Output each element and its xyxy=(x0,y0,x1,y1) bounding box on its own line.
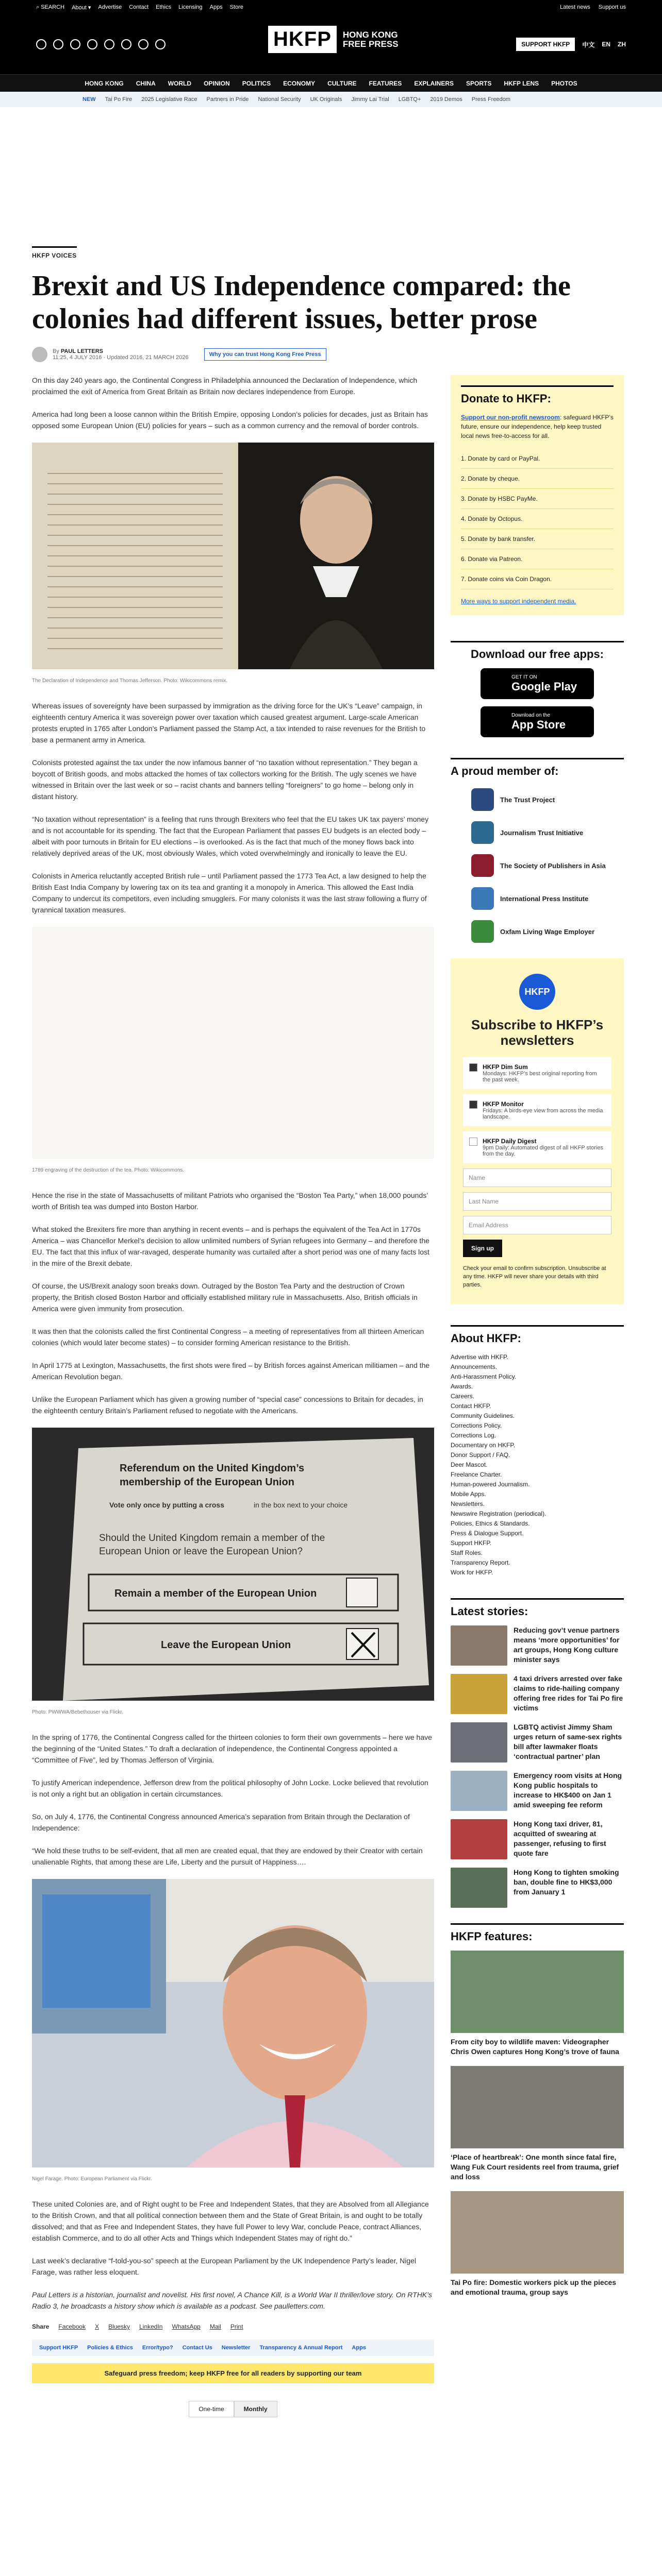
article-footer-links xyxy=(32,2340,434,2356)
donate-options xyxy=(461,449,614,589)
site-header xyxy=(0,14,662,74)
paragraph: What stoked the Brexiters fire more than anything in recent events – and is perhaps the equivalent of the Tea Act in 1770s America – was Chancellor Merkel’s decision to allow unlimited numbers of Syrian refugees into Germany – and therefore the EU. The fact that this influx of war-ravaged, desperate humanity was curtailed after a short period was one of many facts lost in the mire of the Brexit debate. xyxy=(32,1225,429,1267)
share-print[interactable]: Print xyxy=(230,2323,243,2330)
donate-intro: Support our non-profit newsroom: safeguard HKFP’s future, ensure our independence, help keep trusted local news free-to-access for all. xyxy=(461,414,614,439)
article-kicker[interactable]: HKFP VOICES xyxy=(32,246,77,259)
member-logo[interactable]: The Society of Publishers in Asia xyxy=(471,854,624,877)
declaration-jefferson-image xyxy=(32,443,434,672)
trending-link[interactable]: National Security xyxy=(258,96,301,103)
paragraph: On this day 240 years ago, the Continental Congress in Philadelphia announced the Declaration of Independence, which proclaimed the exit of America from Great Britain as Britain now declares independence from Europe. xyxy=(32,376,418,396)
site-logo[interactable]: HKFP HONG KONG FREE PRESS xyxy=(268,26,399,53)
ballot-paper-image xyxy=(32,1428,434,1704)
lang-link[interactable]: 中文 xyxy=(582,41,595,48)
trending-bar xyxy=(0,92,662,107)
footer-link[interactable]: Newsletter xyxy=(221,2345,251,2351)
author-avatar xyxy=(32,347,47,362)
paragraph: These united Colonies are, and of Right ought to be Free and Independent States, that they are Absolved from all Allegiance to the British Crown, and that all political connection between them and the State of Great Britain, is and ought to be totally dissolved; and that as Free and Independent States, they have full Power to levy War, conclude Peace, contract Alliances, establish Commerce, and to do all other Acts and Things which Independent States may of right do.” xyxy=(32,2200,429,2242)
ipi-icon xyxy=(471,887,494,910)
paragraph: In April 1775 at Lexington, Massachusetts, the first shots were fired – by British forces against American militiamen – and the American Revolution began. xyxy=(32,1361,430,1381)
lang-link[interactable]: ZH xyxy=(618,41,626,48)
donate-option[interactable]: 3. Donate by HSBC PayMe. xyxy=(461,489,614,509)
trending-new-label: NEW xyxy=(82,96,96,103)
svg-text:Remain a member of the Europea: Remain a member of the European Union xyxy=(114,1588,317,1599)
about-link[interactable]: Deer Mascot. xyxy=(451,1461,488,1468)
sidebar xyxy=(451,375,624,2307)
trending-link[interactable]: Press Freedom xyxy=(471,96,510,103)
share-whatsapp[interactable]: WhatsApp xyxy=(172,2323,201,2330)
paragraph: Colonists in America reluctantly accepted British rule – until Parliament passed the 1773 Tea Act, a law designed to help the British East India Company by lowering tax on its tea and granting it a monopoly in America. This allowed the East India Company to undercut its competitors, even including smugglers. For many colonists it was the last straw following a flurry of tyrannical taxation measures. xyxy=(32,872,427,914)
about-link[interactable]: Press & Dialogue Support. xyxy=(451,1530,524,1537)
paragraph: “We hold these truths to be self-evident, that all men are created equal, that they are endowed by their Creator with certain unalienable Rights, that among these are Life, Liberty and the pursuit of Happiness…. xyxy=(32,1846,423,1866)
share-linkedin[interactable]: LinkedIn xyxy=(139,2323,163,2330)
about-section xyxy=(451,1325,624,1578)
about-link[interactable]: Announcements. xyxy=(451,1363,498,1370)
donate-option[interactable]: 7. Donate coins via Coin Dragon. xyxy=(461,569,614,589)
about-link[interactable]: Support HKFP. xyxy=(451,1539,492,1547)
member-logo[interactable]: Journalism Trust Initiative xyxy=(471,821,624,844)
nav-item[interactable]: FEATURES xyxy=(369,79,402,87)
more-ways-link[interactable]: More ways to support independent media. xyxy=(461,598,576,605)
donate-option[interactable]: 2. Donate by cheque. xyxy=(461,469,614,489)
newsletter-logo: HKFP xyxy=(519,974,555,1010)
nav-item[interactable]: SPORTS xyxy=(466,79,492,87)
story-item[interactable]: LGBTQ activist Jimmy Sham urges return of same-sex rights bill after lawmaker floats ‘contractual partner’ plan xyxy=(451,1722,624,1762)
footer-link[interactable]: Contact Us xyxy=(182,2345,212,2351)
social-links xyxy=(36,39,166,49)
support-hkfp-button[interactable]: SUPPORT HKFP xyxy=(516,38,575,51)
story-item[interactable]: Reducing gov’t venue partners means ‘more opportunities’ for art groups, Hong Kong culture minister says xyxy=(451,1625,624,1666)
svg-text:in the box next to your choice: in the box next to your choice xyxy=(254,1501,348,1509)
trust-project-icon xyxy=(471,788,494,811)
trending-link[interactable]: Jimmy Lai Trial xyxy=(351,96,389,103)
trending-link[interactable]: Tai Po Fire xyxy=(105,96,133,103)
share-facebook[interactable]: Facebook xyxy=(58,2323,86,2330)
main-nav xyxy=(0,74,662,92)
svg-text:Vote only once by putting a cr: Vote only once by putting a cross xyxy=(109,1501,224,1509)
instagram-icon[interactable] xyxy=(70,39,80,49)
jti-icon xyxy=(471,821,494,844)
newsletter-option[interactable]: HKFP Dim Sum Mondays: HKFP’s best original reporting from the past week. xyxy=(463,1057,611,1089)
donation-frequency-tabs xyxy=(32,2401,434,2417)
nav-item[interactable]: CHINA xyxy=(136,79,156,87)
nav-item[interactable]: PHOTOS xyxy=(551,79,577,87)
about-link[interactable]: Corrections Log. xyxy=(451,1432,496,1439)
story-item[interactable]: Emergency room visits at Hong Kong public hospitals to increase to HK$400 on Jan 1 amid sweeping fee reform xyxy=(451,1771,624,1811)
newsletter-box xyxy=(451,958,624,1304)
about-link[interactable]: Human-powered Journalism. xyxy=(451,1481,530,1488)
x-icon[interactable] xyxy=(53,39,63,49)
footer-link[interactable]: Error/typo? xyxy=(142,2345,173,2351)
donate-option[interactable]: 4. Donate by Octopus. xyxy=(461,509,614,529)
image-caption: 1789 engraving of the destruction of the tea. Photo: Wikicommons. xyxy=(32,1167,185,1173)
footer-link[interactable]: Apps xyxy=(352,2345,366,2351)
members-title: A proud member of: xyxy=(451,758,624,778)
about-link[interactable]: Awards. xyxy=(451,1383,473,1390)
paragraph: America had long been a loose cannon within the British Empire, opposing London’s policies for decades, just as Britain has opposed some European Union (EU) policies for years – such as a common currency and the removal of border controls. xyxy=(32,410,428,430)
article-title: Brexit and US Independence compared: the colonies had different issues, better prose xyxy=(32,270,571,335)
topbar-link[interactable]: Contact xyxy=(129,4,149,10)
paragraph: “No taxation without representation” is a feeling that runs through Brexiters who feel that the EU takes UK tax payers’ money and is not accountable for its spending. The fact that the European Parliament that passes EU budgets is an elected body – albeit with poor turnouts in Britain for EU elections – is overlooked. As is the fact that much of the money flows back into relatively deprived areas of the UK, most obviously Wales, which voted overwhelmingly and ironically to leave the EU. xyxy=(32,815,429,857)
paragraph: Unlike the European Parliament which has given a growing number of “special case” concessions to Britain for decades, in the eighteenth century Britain’s Parliament refused to negotiate with the Americans. xyxy=(32,1395,423,1415)
last-name-input[interactable]: Last Name xyxy=(463,1192,611,1211)
feature-image xyxy=(451,2066,624,2148)
share-x[interactable]: X xyxy=(95,2323,100,2330)
share-bar xyxy=(32,2323,434,2330)
facebook-icon[interactable] xyxy=(36,39,46,49)
paragraph: Hence the rise in the state of Massachusetts of militant Patriots who organised the “Boston Tea Party,” when 18,000 pounds’ worth of British tea was dumped into Boston Harbor. xyxy=(32,1191,428,1211)
apps-title: Download our free apps: xyxy=(451,641,624,661)
checkbox[interactable] xyxy=(469,1063,477,1072)
trending-link[interactable]: Partners in Pride xyxy=(206,96,249,103)
story-thumbnail xyxy=(451,1625,507,1666)
name-input[interactable]: Name xyxy=(463,1168,611,1187)
article-dates: 11:25, 4 JULY 2016 · Updated 2016, 21 MARCH 2026 xyxy=(53,354,189,361)
feature-image xyxy=(451,1951,624,2033)
story-thumbnail xyxy=(451,1819,507,1859)
newsletter-title: Subscribe to HKFP’s newsletters xyxy=(471,1017,604,1048)
about-link[interactable]: Careers. xyxy=(451,1393,475,1400)
image-caption: Nigel Farage. Photo: European Parliament via Flickr. xyxy=(32,2176,152,2182)
about-title: About HKFP: xyxy=(451,1325,624,1345)
member-logo[interactable]: Oxfam Living Wage Employer xyxy=(471,920,624,943)
story-thumbnail xyxy=(451,1868,507,1908)
story-item[interactable]: 4 taxi drivers arrested over fake claims to ride-hailing company offering free rides for Tai Po fire victims xyxy=(451,1674,624,1714)
nav-item[interactable]: ECONOMY xyxy=(283,79,316,87)
about-link[interactable]: Documentary on HKFP. xyxy=(451,1442,516,1449)
svg-text:Referendum on the United Kingd: Referendum on the United Kingdom’s xyxy=(120,1463,305,1474)
sopa-icon xyxy=(471,854,494,877)
nav-item[interactable]: EXPLAINERS xyxy=(414,79,454,87)
telegram-icon[interactable] xyxy=(138,39,148,49)
member-logo[interactable]: The Trust Project xyxy=(471,788,624,811)
story-thumbnail xyxy=(451,1771,507,1811)
story-item[interactable]: Hong Kong taxi driver, 81, acquitted of swearing at passenger, refusing to first quote fare xyxy=(451,1819,624,1859)
paragraph: So, on July 4, 1776, the Continental Congress announced America’s separation from Britain through the Declaration of Independence: xyxy=(32,1812,410,1832)
nav-item[interactable]: HONG KONG xyxy=(85,79,124,87)
about-link[interactable]: Contact HKFP. xyxy=(451,1402,491,1410)
topbar-link[interactable]: Ethics xyxy=(156,4,172,10)
paragraph: Last week’s declarative “f-told-you-so” speech at the European Parliament by the UK Independence Party’s leader, Nigel Farage, was rather less eloquent. xyxy=(32,2257,417,2276)
feature-item[interactable]: From city boy to wildlife maven: Videographer Chris Owen captures Hong Kong’s trove of fauna xyxy=(451,1951,624,2057)
latest-stories xyxy=(451,1598,624,1908)
google-play-button[interactable]: GET IT ON Google Play xyxy=(481,668,594,699)
trending-link[interactable]: 2019 Demos xyxy=(430,96,462,103)
threads-icon[interactable] xyxy=(87,39,97,49)
features-section xyxy=(451,1923,624,2297)
share-label: Share xyxy=(32,2323,49,2330)
topbar-link[interactable]: Store xyxy=(229,4,243,10)
paragraph: In the spring of 1776, the Continental Congress called for the thirteen colonies to form their own governments – here we have the beginning of the “United States.” To draft a declaration of independence, the Continental Congress appointed a “Committee of Five”, led by Thomas Jefferson of Virginia. xyxy=(32,1733,432,1764)
about-link[interactable]: Work for HKFP. xyxy=(451,1569,493,1576)
newsletter-option[interactable]: HKFP Monitor Fridays: A birds-eye view from across the media landscape. xyxy=(463,1094,611,1126)
topbar-link[interactable]: Advertise xyxy=(98,4,122,10)
donate-option[interactable]: 6. Donate via Patreon. xyxy=(461,549,614,569)
nav-item[interactable]: CULTURE xyxy=(327,79,357,87)
about-link[interactable]: Donor Support / FAQ. xyxy=(451,1451,510,1459)
feature-image xyxy=(451,2191,624,2274)
members-section xyxy=(451,758,624,943)
share-mail[interactable]: Mail xyxy=(209,2323,221,2330)
paragraph: Colonists protested against the tax under the now infamous banner of “no taxation without representation.” They began a boycott of British goods, and mobs attacked the homes of tax collectors working for the British. The ugly scenes we have witnessed in Britain over the last week or so – racist chants and banners telling “foreigners” to go home – belong only in distant history. xyxy=(32,758,418,801)
newsletter-option[interactable]: HKFP Daily Digest 9pm Daily: Automated digest of all HKFP stories from the day. xyxy=(463,1131,611,1163)
paragraph: It was then that the colonists called the first Continental Congress – a meeting of representatives from all thirteen American colonies (which would later become states) – to consider forming American resistance to the British. xyxy=(32,1327,424,1347)
feature-item[interactable]: ‘Place of heartbreak’: One month since fatal fire, Wang Fuk Court residents reel from trauma, grief and loss xyxy=(451,2066,624,2182)
donate-option[interactable]: 1. Donate by card or PayPal. xyxy=(461,449,614,469)
footer-link[interactable]: Policies & Ethics xyxy=(87,2345,133,2351)
story-thumbnail xyxy=(451,1722,507,1762)
author-name[interactable]: PAUL LETTERS xyxy=(60,348,104,354)
paragraph: To justify American independence, Jefferson drew from the political philosophy of John Locke. Locke believed that revolution is not only a right but an obligation in certain circumstances. xyxy=(32,1778,428,1798)
tab-one-time[interactable]: One-time xyxy=(189,2401,234,2417)
donate-title: Donate to HKFP: xyxy=(461,385,614,405)
image-caption: Photo: PWWWA/Bebethouser via Flickr. xyxy=(32,1709,123,1715)
svg-text:European Union or leave the Eu: European Union or leave the European Union? xyxy=(99,1546,303,1557)
about-link[interactable]: Mobile Apps. xyxy=(451,1490,486,1498)
story-item[interactable]: Hong Kong to tighten smoking ban, double fine to HK$3,000 from January 1 xyxy=(451,1868,624,1908)
farage-photo xyxy=(32,1879,434,2171)
about-link[interactable]: Transparency Report. xyxy=(451,1559,510,1566)
checkbox[interactable] xyxy=(469,1138,477,1146)
donate-box xyxy=(451,375,624,615)
topbar-right-link[interactable]: Latest news xyxy=(560,4,590,10)
app-store-button[interactable]: Download on the App Store xyxy=(481,706,594,737)
story-thumbnail xyxy=(451,1674,507,1714)
checkbox[interactable] xyxy=(469,1100,477,1109)
tab-monthly[interactable]: Monthly xyxy=(234,2401,277,2417)
nav-item[interactable]: POLITICS xyxy=(242,79,271,87)
features-title: HKFP features: xyxy=(451,1923,624,1943)
donate-option[interactable]: 5. Donate by bank transfer. xyxy=(461,529,614,549)
svg-text:Should the United Kingdom rema: Should the United Kingdom remain a member of the xyxy=(99,1533,325,1544)
newsletter-fineprint: Check your email to confirm subscription. Unsubscribe at any time. HKFP will never share your details with third parties. xyxy=(463,1265,606,1288)
trust-badge[interactable]: Why you can trust Hong Kong Free Press xyxy=(204,348,326,361)
about-link[interactable]: Newswire Registration (periodical). xyxy=(451,1510,547,1517)
tea-party-engraving-image xyxy=(32,927,434,1162)
about-link[interactable]: Anti-Harassment Policy. xyxy=(451,1373,517,1380)
linkedin-icon[interactable] xyxy=(121,39,131,49)
email-input[interactable]: Email Address xyxy=(463,1216,611,1234)
about-link[interactable]: Staff Roles. xyxy=(451,1549,483,1556)
nav-item[interactable]: WORLD xyxy=(168,79,192,87)
topbar-link[interactable]: Apps xyxy=(209,4,223,10)
paragraph: Of course, the US/Brexit analogy soon breaks down. Outraged by the Boston Tea Party and the destruction of Crown property, the British closed Boston Harbor and officially established military rule in Massachusetts. Also, British officials in America were given immunity from prosecution. xyxy=(32,1282,418,1313)
footer-link[interactable]: Transparency & Annual Report xyxy=(259,2345,343,2351)
signup-button[interactable]: Sign up xyxy=(463,1240,502,1257)
rss-icon[interactable] xyxy=(155,39,166,49)
support-banner[interactable]: Safeguard press freedom; keep HKFP free for all readers by supporting our team xyxy=(32,2363,434,2383)
topbar-link[interactable]: Licensing xyxy=(178,4,203,10)
trending-link[interactable]: UK Originals xyxy=(310,96,342,103)
about-link[interactable]: Corrections Policy. xyxy=(451,1422,502,1429)
apps-section xyxy=(451,641,624,737)
topbar-right-link[interactable]: Support us xyxy=(598,4,626,10)
svg-text:membership of the European Uni: membership of the European Union xyxy=(120,1477,294,1488)
lang-link[interactable]: EN xyxy=(602,41,610,48)
nav-item[interactable]: OPINION xyxy=(204,79,230,87)
search-button[interactable]: ⌕ SEARCH xyxy=(36,4,65,10)
footer-link[interactable]: Support HKFP xyxy=(39,2345,78,2351)
feature-item[interactable]: Tai Po fire: Domestic workers pick up the pieces and emotional trauma, group says xyxy=(451,2191,624,2297)
trending-link[interactable]: 2025 Legislative Race xyxy=(141,96,197,103)
about-link[interactable]: Policies, Ethics & Standards. xyxy=(451,1520,530,1527)
topbar-link[interactable]: About ▾ xyxy=(72,4,91,11)
svg-text:Leave the European Union: Leave the European Union xyxy=(161,1639,291,1651)
trending-link[interactable]: LGBTQ+ xyxy=(398,96,421,103)
about-link[interactable]: Freelance Charter. xyxy=(451,1471,502,1478)
share-bluesky[interactable]: Bluesky xyxy=(108,2323,130,2330)
youtube-icon[interactable] xyxy=(104,39,114,49)
image-caption: The Declaration of Independence and Thomas Jefferson. Photo: Wikicommons remix. xyxy=(32,678,228,684)
author-bio: Paul Letters is a historian, journalist and novelist. His first novel, A Chance Kill, is a World War II thriller/love story. On RTHK’s Radio 3, he broadcasts a history show which is available as a podcast. See paulletters.com. xyxy=(32,2291,432,2310)
article-body xyxy=(32,375,434,2312)
paragraph: Whereas issues of sovereignty have been surpassed by immigration as the driving force for the UK’s “Leave” campaign, in eighteenth century America it was sovereign power over taxation which caused greatest argument. Large-scale American protests erupted in 1765 after London’s Parliament passed the Stamp Act, a tax intended to raise revenues for the British to base a permanent army in America. xyxy=(32,702,426,744)
about-link[interactable]: Community Guidelines. xyxy=(451,1412,515,1419)
about-link[interactable]: Advertise with HKFP. xyxy=(451,1353,508,1361)
member-logo[interactable]: International Press Institute xyxy=(471,887,624,910)
latest-title: Latest stories: xyxy=(451,1598,624,1618)
top-utility-bar xyxy=(0,0,662,14)
oxfam-icon xyxy=(471,920,494,943)
nav-item[interactable]: HKFP LENS xyxy=(504,79,539,87)
byline: By PAUL LETTERS 11:25, 4 JULY 2016 · Updated 2016, 21 MARCH 2026 Why you can trust Hong Kong Free Press xyxy=(32,347,434,362)
about-link[interactable]: Newsletters. xyxy=(451,1500,485,1507)
